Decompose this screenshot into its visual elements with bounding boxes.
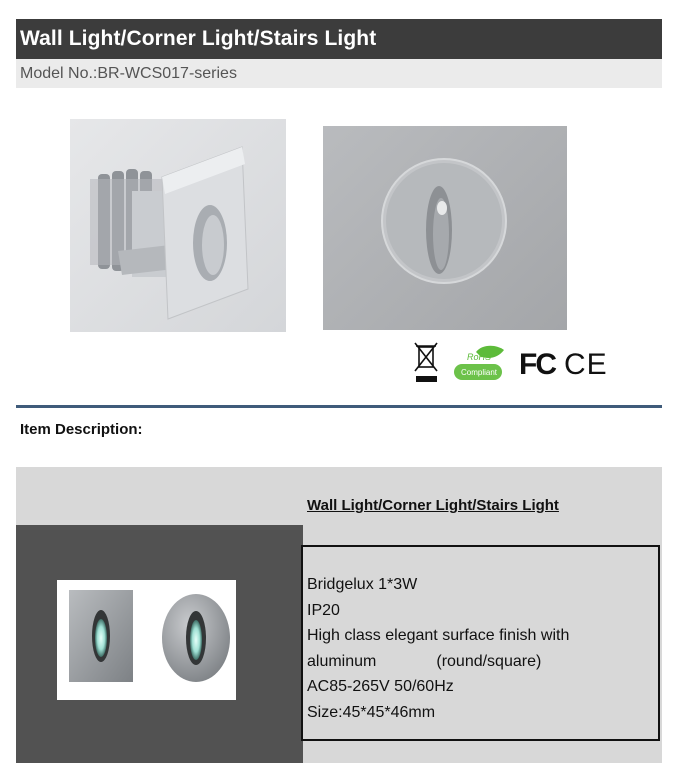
page-title: Wall Light/Corner Light/Stairs Light: [20, 27, 377, 50]
spec-list: [307, 572, 569, 725]
spec-voltage: AC85-265V 50/60Hz: [307, 678, 454, 695]
lit-lights-illustration: [57, 580, 236, 700]
certification-icons: [412, 340, 612, 388]
fcc-logo: FC: [519, 348, 555, 381]
product-photo-square: [70, 119, 286, 332]
rohs-label: RoHS: [467, 352, 492, 362]
ce-logo: CE: [564, 348, 608, 381]
product-thumbnail: [57, 580, 236, 700]
spec-size: Size:45*45*46mm: [307, 703, 436, 721]
model-number: Model No.:BR-WCS017-series: [20, 65, 237, 82]
description-subtitle: Wall Light/Corner Light/Stairs Light: [307, 497, 559, 514]
spec-rating: IP20: [307, 601, 340, 619]
rohs-compliant-label: Compliant: [461, 368, 498, 377]
round-light-illustration: [323, 126, 567, 330]
spec-material: aluminum: [307, 652, 377, 670]
spec-shape: (round/square): [436, 652, 542, 670]
spec-material-line: [307, 649, 569, 675]
product-photo-round: [323, 126, 567, 330]
rohs-icon: [454, 346, 504, 380]
square-light-illustration: [70, 119, 286, 332]
spec-chip: Bridgelux 1*3W: [307, 576, 418, 593]
section-divider: [16, 405, 662, 408]
spec-finish: High class elegant surface finish with: [307, 627, 570, 644]
item-description-heading: Item Description:: [20, 421, 143, 438]
